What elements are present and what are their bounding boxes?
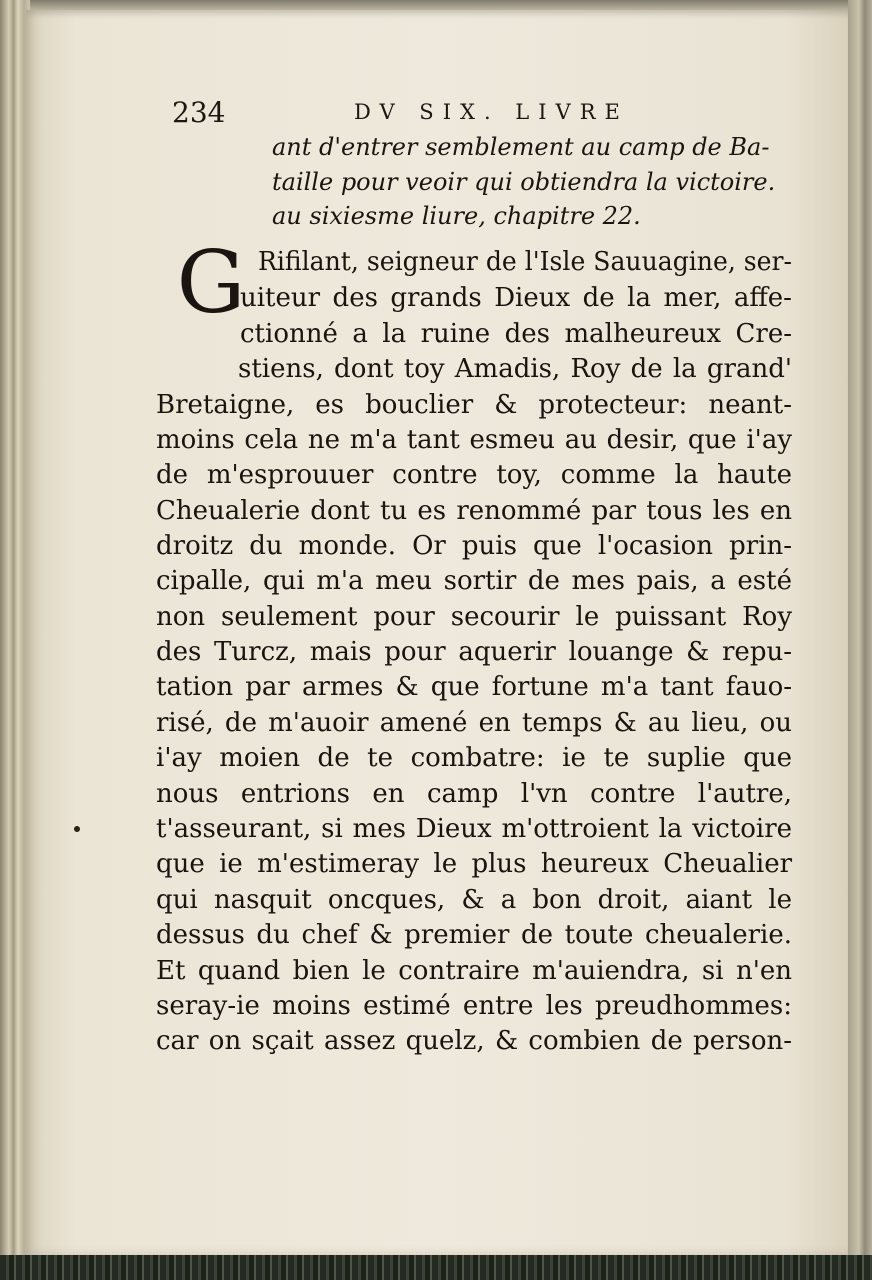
body-line: stiens, dont toy Amadis, Roy de la grand' xyxy=(238,354,793,384)
body-line: seray-ie moins estimé entre les preudhommes: xyxy=(156,991,792,1021)
drop-cap-initial: G xyxy=(176,233,246,333)
right-page-edge xyxy=(848,0,872,1262)
body-line: non seulement pour secourir le puissant Roy xyxy=(156,602,793,632)
body-line: Cheualerie dont tu es renommé par tous les en xyxy=(156,496,793,526)
body-line: car on sçait assez quelz, & combien de person- xyxy=(156,1026,793,1056)
body-line: dessus du chef & premier de toute cheualerie. xyxy=(156,920,793,950)
summary-line: taille pour veoir qui obtiendra la victoire. xyxy=(272,167,776,196)
body-line: risé, de m'auoir amené en temps & au lieu, ou xyxy=(156,708,792,738)
chapter-summary xyxy=(272,130,792,234)
body-line: de m'esprouuer contre toy, comme la haute xyxy=(156,460,792,490)
body-line: Rifilant, seigneur de l'Isle Sauuagine, ser- xyxy=(258,247,792,277)
body-line: tation par armes & que fortune m'a tant fauo- xyxy=(156,672,793,702)
body-line: moins cela ne m'a tant esmeu au desir, que i'ay xyxy=(156,425,793,455)
body-line: cipalle, qui m'a meu sortir de mes pais, a esté xyxy=(156,566,792,596)
ink-speck xyxy=(74,826,80,832)
running-title: DV SIX. LIVRE xyxy=(354,100,629,124)
summary-line: ant d'entrer semblement au camp de Ba- xyxy=(272,133,770,161)
body-line: Et quand bien le contraire m'auiendra, si n'en xyxy=(156,956,793,986)
body-line: ctionné a la ruine des malheureux Cre- xyxy=(240,319,793,349)
body-line: que ie m'estimeray le plus heureux Cheualier xyxy=(156,849,793,879)
body-line: t'asseurant, si mes Dieux m'ottroient la victoire xyxy=(156,814,793,844)
running-head xyxy=(172,94,812,134)
summary-line: au sixiesme liure, chapitre 22. xyxy=(272,202,641,230)
body-line: Bretaigne, es bouclier & protecteur: neant- xyxy=(156,390,792,420)
page-number: 234 xyxy=(172,96,226,129)
body-line: qui nasquit oncques, & a bon droit, aiant le xyxy=(156,885,792,915)
body-line: nous entrions en camp l'vn contre l'autre, xyxy=(156,779,793,809)
background-cloth xyxy=(0,1255,872,1280)
body-line: i'ay moien de te combatre: ie te suplie que xyxy=(156,743,792,773)
body-line: des Turcz, mais pour aquerir louange & repu- xyxy=(156,637,792,667)
body-line: uiteur des grands Dieux de la mer, affe- xyxy=(240,283,792,313)
body-line: droitz du monde. Or puis que l'ocasion prin- xyxy=(156,531,793,561)
